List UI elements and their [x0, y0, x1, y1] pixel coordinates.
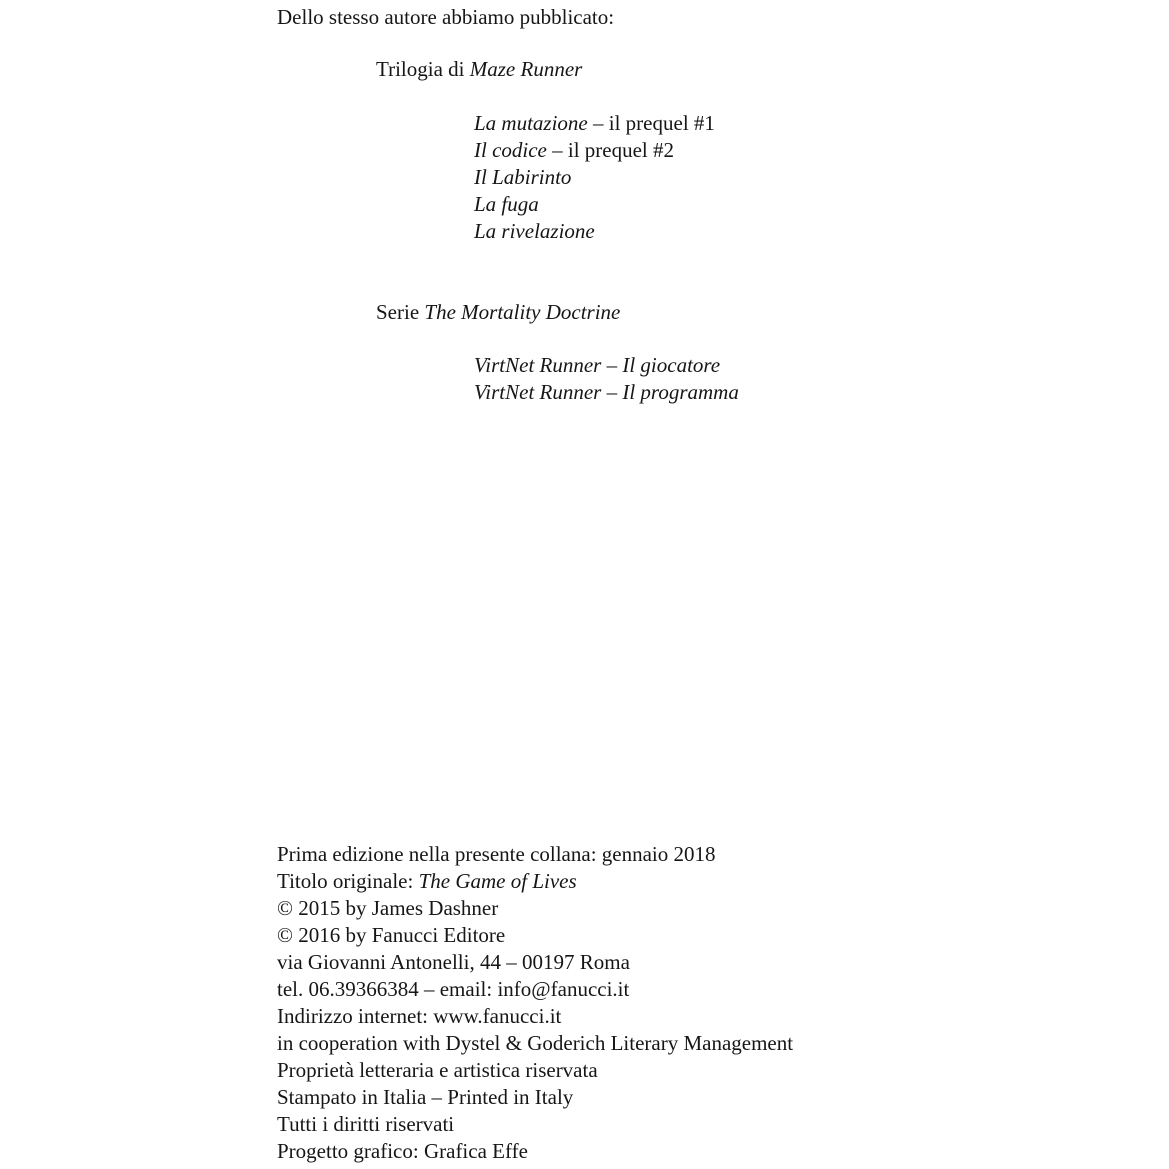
colophon-text: © 2015 by James Dashner — [277, 896, 499, 920]
colophon-line — [277, 895, 793, 922]
colophon-line — [277, 1057, 793, 1084]
colophon-text: Progetto grafico: Grafica Effe — [277, 1139, 528, 1163]
colophon-line — [277, 1084, 793, 1111]
book-list — [474, 352, 739, 406]
book-item — [474, 137, 715, 164]
series-heading-prefix: Serie — [376, 300, 425, 324]
book-title-suffix: – il prequel #2 — [546, 138, 675, 162]
colophon-text: tel. 06.39366384 – email: info@fanucci.it — [277, 977, 630, 1001]
book-list — [474, 110, 715, 245]
colophon-text: Proprietà letteraria e artistica riservata — [277, 1058, 598, 1082]
book-title: La rivelazione — [474, 219, 595, 243]
book-title: VirtNet Runner – Il programma — [474, 380, 739, 404]
colophon-line — [277, 1030, 793, 1057]
colophon-line — [277, 1111, 793, 1138]
colophon-line — [277, 841, 793, 868]
book-title-suffix: – il prequel #1 — [587, 111, 715, 135]
book-item — [474, 110, 715, 137]
colophon-line — [277, 868, 793, 895]
book-item — [474, 191, 715, 218]
series-heading-title: Maze Runner — [469, 57, 583, 81]
book-title: Il codice — [474, 138, 547, 162]
colophon-text: in cooperation with Dystel & Goderich Literary Management — [277, 1031, 794, 1055]
book-item — [474, 379, 739, 406]
colophon-text: Prima edizione nella presente collana: gennaio 2018 — [277, 842, 716, 866]
colophon-line — [277, 1003, 793, 1030]
book-title: La mutazione — [474, 111, 588, 135]
colophon-line — [277, 922, 793, 949]
series-heading — [376, 299, 620, 326]
book-item — [474, 164, 715, 191]
colophon-italic-title: The Game of Lives — [418, 869, 577, 893]
book-title: Il Labirinto — [474, 165, 572, 189]
colophon-line — [277, 976, 793, 1003]
book-title: La fuga — [474, 192, 539, 216]
colophon-text: Stampato in Italia – Printed in Italy — [277, 1085, 574, 1109]
colophon-text: Titolo originale: — [277, 869, 419, 893]
book-title: VirtNet Runner – Il giocatore — [474, 353, 721, 377]
colophon-line — [277, 949, 793, 976]
book-item — [474, 352, 739, 379]
colophon-text: Tutti i diritti riservati — [277, 1112, 455, 1136]
colophon-text: © 2016 by Fanucci Editore — [277, 923, 506, 947]
colophon-block — [277, 841, 793, 1165]
same-author-note: Dello stesso autore abbiamo pubblicato: — [277, 5, 615, 29]
colophon-line — [277, 1138, 793, 1165]
series-heading-prefix: Trilogia di — [376, 57, 470, 81]
series-heading — [376, 56, 582, 83]
colophon-text: via Giovanni Antonelli, 44 – 00197 Roma — [277, 950, 630, 974]
book-item — [474, 218, 715, 245]
colophon-text: Indirizzo internet: www.fanucci.it — [277, 1004, 562, 1028]
series-heading-title: The Mortality Doctrine — [424, 300, 621, 324]
